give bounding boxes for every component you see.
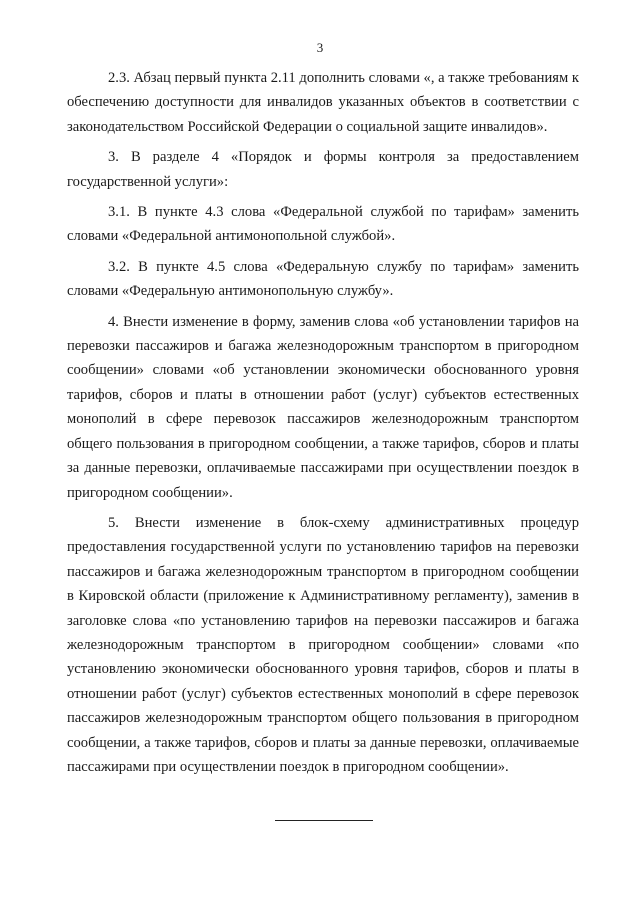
end-of-document-rule [275, 820, 373, 821]
page-number: 3 [316, 40, 324, 55]
paragraph-5: 5. Внести изменение в блок-схему административных процедур предоставления государственной услуги по установлению тарифов на перевозки пассажиров и багажа железнодорожным транспортом в пригородном сообщении в Кировской области (приложение к Административному регламенту), заменив в заголовке слова «по установлению тарифов на перевозки пассажиров и багажа железнодорожным транспортом в пригородном сообщении» словами «по установлению экономически обоснованного уровня тарифов, сборов и платы в отношении работ (услуг) субъектов естественных монополий в сфере перевозок пассажиров железнодорожным транспортом общего пользования в пригородном сообщении, а также тарифов, сборов и платы за данные перевозки, оплачиваемые пассажирами при осуществлении поездок в пригородном сообщении». [67, 514, 579, 775]
document-body [67, 66, 579, 785]
paragraph-4: 4. Внести изменение в форму, заменив слова «об установлении тарифов на перевозки пассажиров и багажа железнодорожным транспортом в пригородном сообщении» словами «об установлении экономически обоснованного уровня тарифов, сборов и платы в отношении работ (услуг) субъектов естественных монополий в сфере перевозок пассажиров железнодорожным транспортом общего пользования в пригородном сообщении, а также тарифов, сборов и платы за данные перевозки, оплачиваемые пассажирами при осуществлении поездок в пригородном сообщении». [67, 313, 579, 501]
paragraph-3-2: 3.2. В пункте 4.5 слова «Федеральную службу по тарифам» заменить словами «Федеральную антимонопольную службу». [67, 258, 579, 300]
paragraph-3: 3. В разделе 4 «Порядок и формы контроля за предоставлением государственной услуги»: [67, 149, 579, 190]
paragraph-2-3: 2.3. Абзац первый пункта 2.11 дополнить словами «, а также требованиям к обеспечению доступности для инвалидов указанных объектов в соответствии с законодательством Российской Федерации о социальной защите инвалидов». [67, 70, 579, 135]
paragraph-3-1: 3.1. В пункте 4.3 слова «Федеральной службой по тарифам» заменить словами «Федеральной антимонопольной службой». [67, 204, 579, 245]
